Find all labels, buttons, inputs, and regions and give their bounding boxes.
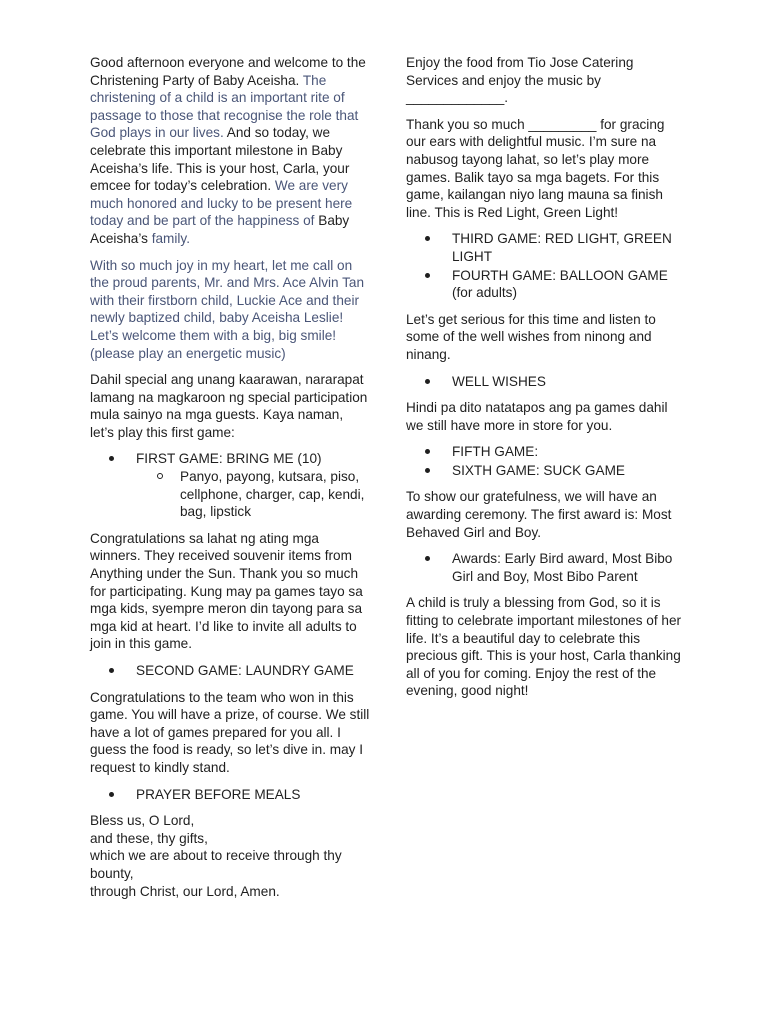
- list-item: [406, 462, 686, 480]
- prayer-paragraph: Bless us, O Lord, and these, thy gifts, which we are about to receive through thy bounty, through Christ, our Lord, Amen.: [90, 813, 342, 899]
- list-item: [406, 443, 686, 461]
- awards-label: Awards: Early Bird award, Most Bibo Girl and Boy, Most Bibo Parent: [452, 551, 673, 584]
- bullet-icon: [425, 468, 430, 473]
- prayer-label: PRAYER BEFORE MEALS: [136, 786, 301, 802]
- list-item: [90, 662, 370, 680]
- bullet-icon: [425, 273, 430, 278]
- list-item: [90, 450, 370, 520]
- second-game-list: [90, 662, 370, 680]
- bullet-icon: [425, 449, 430, 454]
- second-game-label: SECOND GAME: LAUNDRY GAME: [136, 663, 354, 678]
- awarding-paragraph: To show our gratefulness, we will have an awarding ceremony. The first award is: Most Behaved Girl and Boy.: [406, 489, 672, 540]
- thanks-music-paragraph: Thank you so much _________ for gracing our ears with delightful music. I’m sure na nabusog tayong lahat, so let’s play more games. Balik tayo sa mga bagets. For this game, kailangan niyo lang mauna sa finish line. This is Red Light, Green Light!: [406, 116, 665, 220]
- catering-paragraph: Enjoy the food from Tio Jose Catering Services and enjoy the music by _____________.: [406, 55, 634, 106]
- bullet-icon: [425, 556, 430, 561]
- well-wishes-list: [406, 373, 686, 391]
- first-game-label: FIRST GAME: BRING ME (10): [136, 451, 322, 467]
- first-game-items: Panyo, payong, kutsara, piso, cellphone, charger, cap, kendi, bag, lipstick: [180, 469, 365, 520]
- list-item: [406, 373, 686, 391]
- fourth-game-label: FOURTH GAME: BALLOON GAME (for adults): [452, 267, 668, 301]
- baby-name-text: Baby Aceisha’s: [90, 213, 350, 246]
- closing-paragraph: A child is truly a blessing from God, so it is fitting to celebrate important milestones of her life. It’s a beautiful day to celebrate this precious gift. This is your host, Carla thanking all of you for coming. Enjoy the rest of the evening, good night!: [406, 595, 682, 699]
- third-fourth-game-list: [406, 230, 686, 301]
- right-column: [406, 54, 686, 709]
- list-item: [90, 786, 370, 804]
- congratulations-paragraph: Congratulations sa lahat ng ating mga winners. They received souvenir items from Anything under the Sun. Thank you so much for participating. Kung may pa games tayo sa mga kids, syempre meron din tayong para sa mga kid at heart. I’d like to invite all adults to join in this game.: [90, 530, 363, 652]
- bullet-icon: [109, 456, 114, 461]
- bullet-icon: [425, 236, 430, 241]
- christening-rite-text: The christening of a child is an important rite of passage to those that recognise the role that God plays in our lives.: [90, 72, 359, 141]
- welcome-text: Good afternoon everyone and welcome to the Christening Party of Baby Aceisha.: [90, 55, 366, 88]
- family-text: family.: [151, 230, 190, 246]
- list-item: [406, 550, 686, 585]
- bullet-icon: [109, 792, 114, 797]
- awards-list: [406, 550, 686, 585]
- first-game-list: [90, 450, 370, 520]
- first-game-intro-paragraph: Dahil special ang unang kaarawan, nararapat lamang na magkaroon ng special participation mula sainyo na mga guests. Kaya naman, let’s play this first game:: [90, 372, 368, 440]
- prayer-list: [90, 786, 370, 804]
- list-item: [406, 267, 686, 302]
- more-games-paragraph: Hindi pa dito natatapos ang pa games dahil we still have more in store for you.: [406, 400, 668, 433]
- parents-paragraph: With so much joy in my heart, let me call on the proud parents, Mr. and Mrs. Ace Alvin Tan with their firstborn child, Luckie Ace and their newly baptized child, baby Aceisha Leslie! Let’s welcome them with a big, big smile! (please play an energetic music): [90, 257, 365, 361]
- fifth-game-label: FIFTH GAME:: [452, 444, 539, 460]
- circle-bullet-icon: [157, 473, 163, 479]
- sixth-game-label: SIXTH GAME: SUCK GAME: [452, 462, 625, 478]
- well-wishes-label: WELL WISHES: [452, 373, 546, 389]
- first-game-items-list: [136, 468, 370, 521]
- list-item: [136, 468, 370, 521]
- honored-text: We are very much honored and lucky to be present here today and be part of the happiness of: [90, 178, 353, 229]
- list-item: [406, 230, 686, 265]
- milestone-text: And so today, we celebrate this important milestone in Baby Aceisha’s life. This is your host, Carla, your emcee for today’s celebration.: [90, 125, 350, 194]
- bullet-icon: [425, 379, 430, 384]
- third-game-label: THIRD GAME: RED LIGHT, GREEN LIGHT: [452, 231, 672, 264]
- fifth-sixth-game-list: [406, 443, 686, 479]
- well-wishes-intro-paragraph: Let’s get serious for this time and listen to some of the well wishes from ninong and ninang.: [406, 311, 656, 362]
- left-column: [90, 54, 370, 909]
- team-congratulations-paragraph: Congratulations to the team who won in this game. You will have a prize, of course. We still have a lot of games prepared for you all. I guess the food is ready, so let’s dive in. may I request to kindly stand.: [90, 689, 370, 775]
- bullet-icon: [109, 668, 114, 673]
- welcome-paragraph: [90, 54, 370, 248]
